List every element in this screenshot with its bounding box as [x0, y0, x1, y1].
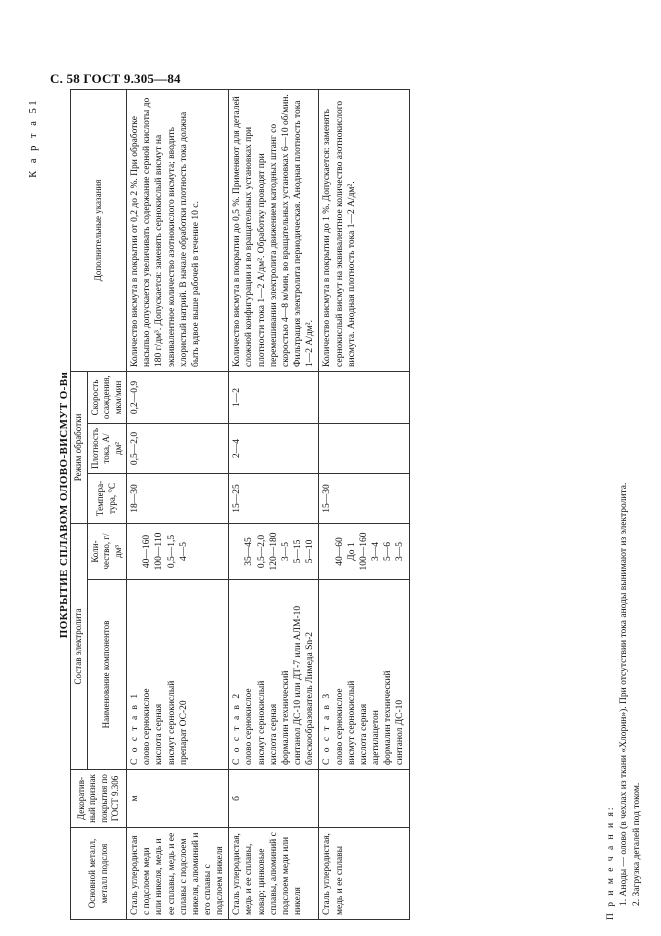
quantities-cell [229, 524, 319, 580]
base-metal-cell: Сталь углеродистая, медь и ее сплавы, ковар; цинковые сплавы, алюминий с подслоем меди или никеля [229, 828, 319, 920]
decor-cell: б [229, 770, 319, 828]
component-quantity: 3—4 [371, 542, 382, 561]
current-density-cell [319, 424, 409, 474]
temperature-cell: 18—30 [127, 474, 229, 524]
footnote-1: 1. Аноды — олово (в чехлах из ткани «Хлорин»). При отсутствии тока аноды вынимают из электролита. [618, 482, 629, 906]
footnote-2: 2. Загрузка деталей под током. [631, 782, 642, 906]
spacer [231, 528, 243, 575]
component-quantity: 100—110 [154, 532, 165, 571]
current-density-cell: 2—4 [229, 424, 319, 474]
table-row [319, 89, 409, 919]
card-title: ПОКРЫТИЕ СПЛАВОМ ОЛОВО-ВИСМУТ О-Ви [58, 371, 70, 639]
component-quantity: 5—6 [383, 542, 394, 561]
speed-cell: 1—2 [229, 371, 319, 423]
component-quantity: 3—5 [280, 542, 291, 561]
current-density-cell: 0,5—2,0 [127, 424, 229, 474]
col-base-metal: Основной металл, металл подслоя [71, 828, 127, 920]
notes-cell: Количество висмута в покрытии до 1 %. Допускается: заменять сернокислый висмут на эквивалентное количество азотнокислого висмута. Анодная плотность тока 1—2 А/дм². [319, 89, 409, 371]
component-name: висмут сернокислый [346, 680, 357, 765]
components-cell [319, 580, 409, 770]
components-cell [229, 580, 319, 770]
col-notes: Дополнительные указания [71, 89, 127, 371]
composition-title: С о с т а в 2 [232, 691, 243, 765]
page-header: С. 58 ГОСТ 9.305—84 [50, 71, 181, 86]
component-name: блескообразователь Лимеда Sn-2 [305, 631, 316, 765]
base-metal-cell: Сталь углеродистая с подслоем меди или никеля, медь и ее сплавы, медь и ее сплавы с подслоем никеля, алюминий и его сплавы с подслоем никеля [127, 828, 229, 920]
notes-cell: Количество висмута в покрытии до 0,5 %. Применяют для деталей сложной конфигурации и во вращательных установках при плотности тока 1—2 А/дм². Обработку проводят при перемешивании электролита движением катодных штанг со скоростью 4—8 м/мин, во вращательных установках 6—10 об/мин. Фильтрация электролита периодическая. Анодная плотность тока 1—2 А/дм². [229, 89, 319, 371]
quantities-cell [127, 524, 229, 580]
component-quantity: 120—180 [268, 532, 279, 571]
footnotes-heading: П р и м е ч а н и я: [606, 805, 616, 920]
component-quantity: 0,5—2,0 [256, 534, 267, 569]
component-name: висмут сернокислый [166, 680, 177, 765]
col-component-name: Наименование компонентов [87, 580, 127, 770]
spacer [321, 528, 333, 575]
col-mode-group: Режим обработки [71, 371, 88, 523]
component-quantity: 40—60 [334, 537, 345, 566]
component-name: олово сернокислое [334, 688, 345, 765]
component-name: кислота серная [268, 703, 279, 765]
composition-title: С о с т а в 1 [130, 691, 141, 765]
base-metal-cell: Сталь углеродистая, медь и ее сплавы [319, 828, 409, 920]
component-quantity: 5—10 [305, 539, 316, 564]
composition-title: С о с т а в 3 [322, 691, 333, 765]
speed-cell [319, 371, 409, 423]
table-row [229, 89, 319, 919]
component-name: олово сернокислое [142, 688, 153, 765]
temperature-cell: 15—30 [319, 474, 409, 524]
component-name: кислота серная [154, 703, 165, 765]
component-quantity: 40—160 [142, 534, 153, 569]
component-quantity: 5—15 [293, 539, 304, 564]
component-name: формалин технический [383, 670, 394, 765]
decor-cell: м [127, 770, 229, 828]
col-decor: Декоратив-ный признак покрытия по ГОСТ 9.306 [71, 770, 127, 828]
spacer [129, 528, 141, 575]
component-quantity: 35—45 [244, 537, 255, 566]
component-name: препарат ОС-20 [178, 700, 189, 765]
speed-cell: 0,2—0,9 [127, 371, 229, 423]
component-quantity: До 1 [346, 542, 357, 561]
component-quantity: 3—5 [395, 542, 406, 561]
table-row [127, 89, 229, 919]
component-name: синтанол ДС-10 [395, 699, 406, 765]
component-name: олово сернокислое [244, 688, 255, 765]
component-name: кислота серная [358, 703, 369, 765]
col-electrolyte-group: Состав электролита [71, 524, 88, 770]
component-quantity: 4—5 [178, 542, 189, 561]
notes-cell: Количество висмута в покрытии от 0,2 до 2 %. При обработке насыпью допускается увеличивать содержание серной кислоты до 180 г/дм³. Допускается: заменять сернокислый висмут на эквивалентное количество азотнокислого висмута; вводить хлористый натрий. В начале обработки плотность тока должна быть вдвое выше рабочей в течение 10 с. [127, 89, 229, 371]
component-quantity: 100—160 [358, 532, 369, 571]
footnotes [605, 483, 643, 920]
decor-cell [319, 770, 409, 828]
col-speed: Скорость осаждения, мкм/мин [87, 371, 127, 423]
component-name: висмут сернокислый [256, 680, 267, 765]
temperature-cell: 15—25 [229, 474, 319, 524]
components-cell [127, 580, 229, 770]
electrolyte-table [70, 89, 410, 920]
col-temperature: Темпера-тура, °С [87, 474, 127, 524]
component-name: формалин технический [280, 670, 291, 765]
card-label: К а р т а 51 [28, 98, 39, 178]
component-quantity: 0,5—1,5 [166, 534, 177, 569]
component-name: синтанол ДС-10 или ДТ-7 или АЛМ-10 [293, 605, 304, 765]
col-current-density: Плотность тока, А/дм² [87, 424, 127, 474]
component-name: ацетилацетон [371, 710, 382, 765]
col-quantity: Коли-чество, г/дм³ [87, 524, 127, 580]
rotated-card [28, 90, 650, 920]
quantities-cell [319, 524, 409, 580]
